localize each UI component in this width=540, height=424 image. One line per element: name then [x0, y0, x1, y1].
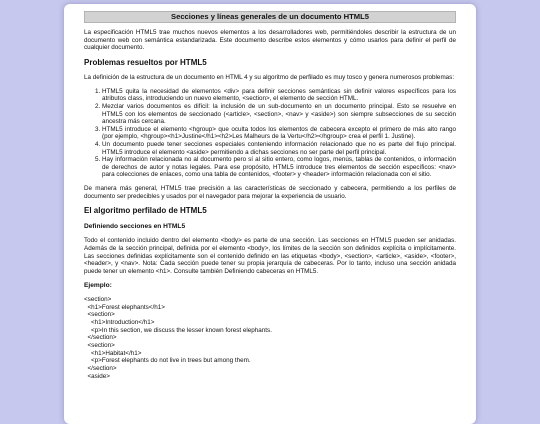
list-item: 5. Hay información relacionada no al documento pero sí al sitio entero, como logos, menús, tablas de contenidos, o información de derechos de autor y notas legales. Para ese propósito, HTML5 introduce tres elementos de sección específicos: <nav> para colecciones de enlaces, como una tabla de contenidos, <footer> y <header> información relacionada con el sitio. — [102, 156, 456, 179]
algorithm-body: Todo el contenido incluido dentro del elemento <body> es parte de una sección. Las secciones en HTML5 pueden ser anidadas. Además de la sección principal, definida por el elemento <body>, los límites de la sección son definidos explícita o implícitamente. Las secciones definidas explícitamente son el contenido definido en las etiquetas <body>, <section>, <article>, <aside>, <footer>, <header>, y <nav>. Nota: Cada sección puede tener su propia jerarquía de cabeceras. Por lo tanto, incluso una sección anidada puede tener un elemento <h1>. Consulte también Definiendo cabeceras en HTML5. — [84, 237, 456, 276]
code-line: <p>Forest elephants do not live in trees but among them. — [84, 357, 251, 365]
problems-closing: De manera más general, HTML5 trae precisión a las características de seccionado y cabecera, permitiendo a los perfiles de documento ser predecibles y usados por el navegador para mejorar la experiencia de usuario. — [84, 184, 456, 200]
code-line: </section> — [84, 334, 117, 342]
code-line: <h1>Introduction</h1> — [84, 318, 155, 326]
list-item: 4. Un documento puede tener secciones especiales conteniendo información relacionado que no es parte del flujo principal. HTML5 introduce el elemento <aside> permitiendo a dichas secciones no ser parte del perfil principal. — [102, 141, 456, 156]
list-item: 3. HTML5 introduce el elemento <hgroup> que oculta todos los elementos de cabecera excepto el primero de más alto rango (por ejemplo, <hgroup><h1>Justine</h1><h2>Les Malheurs de la Vertu</h2></hgroup> crea el perfil 1. Justine). — [102, 126, 456, 141]
code-line: <section> — [84, 311, 115, 319]
section-heading-algorithm: El algoritmo perfilado de HTML5 — [84, 206, 207, 216]
code-line: <h1>Forest elephants</h1> — [84, 303, 165, 311]
problems-list — [84, 88, 456, 179]
intro-paragraph: La especificación HTML5 trae muchos nuevos elementos a los desarrolladores web, permitiéndoles describir la estructura de un documento web con semántica estandarizada. Este documento describe estos elementos y cómo usarlos para definir el perfil de cualquier documento. — [84, 29, 456, 52]
code-example — [84, 296, 456, 381]
example-label: Ejemplo: — [84, 281, 112, 289]
code-line: <h1>Habitat</h1> — [84, 349, 142, 357]
document-page — [64, 4, 476, 424]
code-line: <section> — [84, 295, 112, 303]
problems-intro: La definición de la estructura de un documento en HTML 4 y su algoritmo de perfilado es muy tosco y genera numerosos problemas: — [84, 74, 455, 82]
list-item: 1. HTML5 quita la necesidad de elementos <div> para definir secciones semánticas sin definir valores específicos para los atributos class, introduciendo un nuevo elemento, <section>, el elemento de sección HTML. — [102, 88, 456, 103]
code-line: <p>In this section, we discuss the lesser known forest elephants. — [84, 326, 272, 334]
code-line: </section> — [84, 365, 117, 373]
subheading-defining-sections: Definiendo secciones en HTML5 — [84, 223, 186, 231]
code-line: <aside> — [84, 372, 110, 380]
code-line: <section> — [84, 342, 115, 350]
list-item: 2. Mezclar varios documentos es difícil: la inclusión de un sub-documento en un documento principal. Esto se resuelve en HTML5 con los elementos de seccionado (<article>, <section>, <nav> y <aside>) son siempre subsecciones de su sección ancestra más cercana. — [102, 103, 456, 126]
section-heading-problems: Problemas resueltos por HTML5 — [84, 58, 207, 68]
page-title: Secciones y líneas generales de un documento HTML5 — [84, 11, 456, 23]
